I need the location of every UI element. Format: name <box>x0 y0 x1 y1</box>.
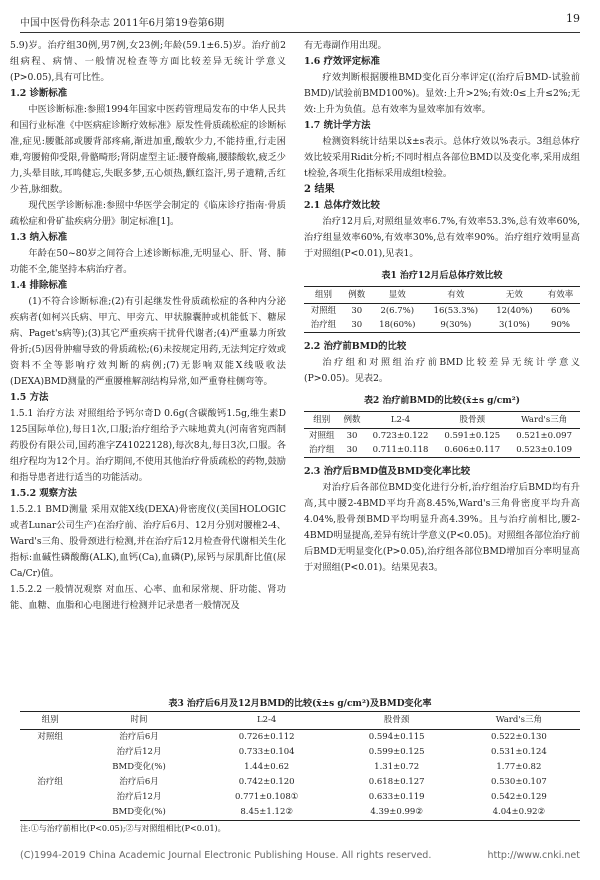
table-cell: 18(60%) <box>371 318 424 333</box>
table-row <box>304 443 580 458</box>
table-cell: 0.733±0.104 <box>238 747 295 757</box>
right-column <box>304 38 580 576</box>
table-cell: 治疗后6月 <box>119 732 159 742</box>
table-cell: 60% <box>551 306 570 316</box>
table-header: 股骨颈 <box>336 712 458 730</box>
table-cell: 0.711±0.118 <box>365 443 437 458</box>
section-heading: 1.6 疗效评定标准 <box>304 56 380 67</box>
paragraph: 检测资料统计结果以x̄±s表示。总体疗效以%表示。3组总体疗效比较采用Ridit分析;不同时相点各部位BMD以及变化率,采用成组t检验,各项生化指标采用成组t检验。 <box>304 136 580 179</box>
paragraph: 5.9)岁。治疗组30例,男7例,女23例;年龄(59.1±6.5)岁。治疗前2组病程、病情、一般情况检查等方面比较差异无统计学意义(P>0.05),具有可比性。 <box>10 40 286 83</box>
section-heading: 1.3 纳入标准 <box>10 232 68 243</box>
section-heading: 1.5.2 观察方法 <box>10 488 77 499</box>
table-header: Ward's三角 <box>508 412 580 429</box>
table-cell: 对照组 <box>310 306 337 316</box>
footer <box>20 850 580 861</box>
paragraph: 治疗组和对照组治疗前BMD比较差异无统计学意义(P>0.05)。见表2。 <box>304 357 580 384</box>
table-header: 例数 <box>339 412 364 429</box>
table-cell: 4.04±0.92② <box>458 805 580 821</box>
section-heading: 1.4 排除标准 <box>10 280 68 291</box>
table-header: Ward's三角 <box>458 712 580 730</box>
table-cell: 0.530±0.107 <box>490 777 547 787</box>
table-row <box>304 318 580 333</box>
table-header: 有效 <box>424 287 488 304</box>
paragraph: 1.5.1 治疗方法 对照组给予钙尔奇D 0.6g(含碳酸钙1.5g,维生素D 125国际单位),每日1次,口服;治疗组给予六味地黄丸(河南省宛西制药股份有限公司,国药准字Z41022128),每次8丸,每日3次,口服。各组疗程均为12个月。治疗期间,不使用其他治疗骨质疏松的药物,鼓励和指导患者进行适当的功能活动。 <box>10 408 286 483</box>
table-cell <box>20 760 80 775</box>
table-cell: 0.531±0.124 <box>490 747 547 757</box>
table-cell: 9(30%) <box>424 318 488 333</box>
table-cell: BMD变化(%) <box>112 762 166 772</box>
table1-title: 表1 治疗12月后总体疗效比较 <box>381 271 503 281</box>
table-cell: 0.633±0.119 <box>368 792 425 802</box>
table3-block <box>20 690 580 834</box>
table-row <box>20 775 580 790</box>
table-cell: 治疗组 <box>37 777 63 787</box>
table-cell: 30 <box>343 318 371 333</box>
running-header <box>20 10 580 33</box>
table-row <box>20 805 580 821</box>
table2 <box>304 411 580 458</box>
table-cell: 12(40%) <box>496 306 533 316</box>
table-header: L2-4 <box>198 712 336 730</box>
paragraph: 1.5.2.1 BMD测量 采用双能X线(DEXA)骨密度仪(美国HOLOGIC或者Lunar公司生产)在治疗前、治疗后6月、12月分别对腰椎2-4、Ward's三角、股骨颈进行检测,并在治疗后12月检查骨代谢相关生化指标:血碱性磷酸酶(ALK),血钙(Ca),血磷(P),尿钙与尿肌酐比值(尿Ca/Cr)值。 <box>10 504 286 579</box>
table3-note: 注:①与治疗前相比(P<0.05);②与对照组相比(P<0.01)。 <box>20 824 226 833</box>
table-cell: 1.31±0.72 <box>374 762 420 772</box>
table-header: 例数 <box>343 287 371 304</box>
table-header: 显效 <box>371 287 424 304</box>
section-heading: 2.2 治疗前BMD的比较 <box>304 341 407 352</box>
table-row <box>20 730 580 746</box>
table-cell: 治疗后12月 <box>116 792 162 802</box>
table-cell: 0.594±0.115 <box>368 732 425 742</box>
table-cell: 对照组 <box>308 431 335 441</box>
table-cell: 30 <box>346 431 358 441</box>
table-cell: 治疗组 <box>304 443 339 458</box>
table-cell: 0.522±0.130 <box>490 732 547 742</box>
journal-title: 中国中医骨伤科杂志 2011年6月第19卷第6期 <box>20 18 225 29</box>
table-cell: 0.521±0.097 <box>516 431 572 441</box>
table-cell: 0.523±0.109 <box>508 443 580 458</box>
paragraph: 有无毒副作用出现。 <box>304 40 387 51</box>
table-cell: 90% <box>541 318 580 333</box>
paragraph: 对治疗后各部位BMD变化进行分析,治疗组治疗后BMD均有升高,其中腰2-4BMD平均升高8.45%,Ward's三角骨密度平均升高4.04%,股骨颈BMD平均明显升高4.39%。且与治疗前相比,腰2-4BMD明显提高,差异有统计学意义(P<0.05)。对照组各部位治疗前后BMD无明显变化(P>0.05),治疗组各部位BMD增加百分率明显高于对照组(P<0.01)。结果见表3。 <box>304 482 580 573</box>
table-cell <box>20 790 80 805</box>
table-cell: 0.591±0.125 <box>444 431 501 441</box>
table-row <box>20 760 580 775</box>
table3-title: 表3 治疗后6月及12月BMD的比较(x̄±s g/cm²)及BMD变化率 <box>168 699 432 709</box>
table-header: 股骨颈 <box>436 412 508 429</box>
table-cell: 0.742±0.120 <box>238 777 295 787</box>
paragraph: 中医诊断标准:参照1994年国家中医药管理局发布的中华人民共和国行业标准《中医病症诊断疗效标准》原发性骨质疏松症的诊断标准,症见:腰骶部或腰背部疼痛,渐进加重,酸软少力,不能持重,行走困难,弯腰俯仰受限,骨骼畸形;肾阴虚型主证:腰脊酸痛,腰膝酸软,疲乏少力,头晕目眩,耳鸣健忘,失眠多梦,五心烦热,颧红盗汗,男子遗精,舌红少苔,脉细数。 <box>10 104 286 195</box>
table-cell <box>20 805 80 821</box>
table-cell <box>20 745 80 760</box>
table-header: 组别 <box>304 412 339 429</box>
table-row <box>304 304 580 319</box>
table-header: 时间 <box>80 712 197 730</box>
footer-link[interactable]: http://www.cnki.net <box>487 850 580 861</box>
paragraph: 治疗12月后,对照组显效率6.7%,有效率53.3%,总有效率60%,治疗组显效率60%,有效率30%,总有效率90%。治疗组疗效明显高于对照组(P<0.01),见表1。 <box>304 216 580 259</box>
table-header: 无效 <box>488 287 541 304</box>
table1 <box>304 286 580 333</box>
table-cell: BMD变化(%) <box>80 805 197 821</box>
table-cell: 0.726±0.112 <box>238 732 295 742</box>
table-cell: 治疗后6月 <box>119 777 159 787</box>
table-row <box>20 745 580 760</box>
paragraph: (1)不符合诊断标准;(2)有引起继发性骨质疏松症的各种内分泌疾病者(如柯兴氏病、甲亢、甲旁亢、甲状腺囊肿或机能低下、糖尿病、Paget's病等);(3)其它严重疾病干扰骨代谢者;(4)严重暴力所致骨折;(5)因骨肿瘤导致的骨质疏松;(6)未按规定用药,无法判定疗效或资料不全等影响疗效判断的病例;(7)无影响双能X线吸收法(DEXA)BMD测量的严重腰椎解剖结构异常,如严重脊柱侧弯等。 <box>10 296 286 387</box>
left-column <box>10 38 286 614</box>
page-number: 19 <box>566 12 580 25</box>
table-row <box>20 790 580 805</box>
table-cell: 1.77±0.82 <box>496 762 542 772</box>
table-cell: 4.39±0.99② <box>336 805 458 821</box>
table-cell: 3(10%) <box>488 318 541 333</box>
paragraph: 疗效判断根据腰椎BMD变化百分率评定((治疗后BMD-试验前BMD)/试验前BMD100%)。显效:上升>2%;有效:0≤上升≤2%;无效:上升为负值。总有效率为显效率加有效率。 <box>304 72 580 115</box>
table-cell: 0.542±0.129 <box>490 792 547 802</box>
table-cell: 30 <box>351 306 363 316</box>
table-cell: 1.44±0.62 <box>244 762 290 772</box>
table-cell: 16(53.3%) <box>433 306 479 316</box>
section-heading: 1.2 诊断标准 <box>10 88 68 99</box>
table-header: 组别 <box>20 712 80 730</box>
copyright-text: (C)1994-2019 China Academic Journal Electronic Publishing House. All rights reserved. <box>20 850 432 861</box>
section-heading: 2 结果 <box>304 184 335 195</box>
table3 <box>20 711 580 821</box>
table-cell: 治疗组 <box>304 318 343 333</box>
table-header: L2-4 <box>365 412 437 429</box>
table-cell: 0.599±0.125 <box>368 747 425 757</box>
section-heading: 1.7 统计学方法 <box>304 120 371 131</box>
table-cell: 0.771±0.108① <box>234 792 299 802</box>
table-cell: 2(6.7%) <box>380 306 415 316</box>
table-header: 组别 <box>304 287 343 304</box>
paragraph: 现代医学诊断标准:参照中华医学会制定的《临床诊疗指南·骨质疏松症和骨矿盐疾病分册》制定标准[1]。 <box>10 200 286 227</box>
section-heading: 2.3 治疗后BMD值及BMD变化率比较 <box>304 466 471 477</box>
section-heading: 1.5 方法 <box>10 392 49 403</box>
table-cell: 8.45±1.12② <box>198 805 336 821</box>
table-header: 有效率 <box>541 287 580 304</box>
table-cell: 0.723±0.122 <box>372 431 429 441</box>
table-cell: 30 <box>339 443 364 458</box>
table2-title: 表2 治疗前BMD的比较(x̄±s g/cm²) <box>364 396 520 406</box>
section-heading: 2.1 总体疗效比较 <box>304 200 380 211</box>
table-row <box>304 429 580 444</box>
paragraph: 年龄在50~80岁之间符合上述诊断标准,无明显心、肝、肾、肺功能不全,能坚持本病治疗者。 <box>10 248 286 275</box>
paragraph: 1.5.2.2 一般情况观察 对血压、心率、血和尿常规、肝功能、肾功能、血糖、血脂和心电图进行检测并记录患者一般情况及 <box>10 584 286 611</box>
table-cell: 对照组 <box>37 732 63 742</box>
table-cell: 0.606±0.117 <box>436 443 508 458</box>
table-cell: 治疗后12月 <box>116 747 162 757</box>
table-cell: 0.618±0.127 <box>368 777 425 787</box>
